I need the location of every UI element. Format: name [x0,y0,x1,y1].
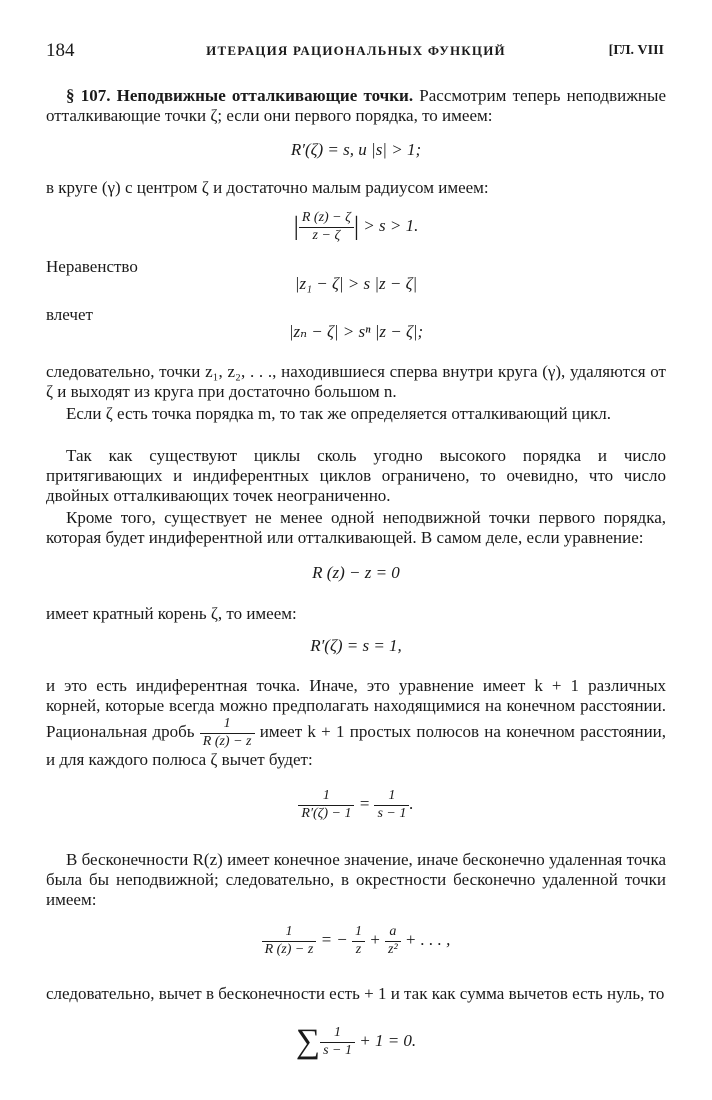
formula-residue-num: 1 [298,788,354,806]
section-intro: Рассмотрим теперь неподвижные отталкивающие точки ζ; если они первого порядка, то имеем: [46,86,667,126]
formula-sum-tail: + 1 = 0. [359,1030,417,1050]
paragraph-3: Так как существуют циклы сколь угодно высокого порядка и число притягивающих и индиферентных циклов ограничено, то очевидно, что число двойных отталкивающих точек неограниченно. [46,446,666,506]
formula-z1: |z₁ − ζ| > s |z − ζ| [294,274,418,293]
formula-zn: |zₙ − ζ| > sⁿ |z − ζ|; [288,322,424,341]
formula-expansion-plus: + [369,929,381,949]
formula-residue-num2: 1 [374,788,409,806]
formula-sum [0,1022,712,1062]
formula-expansion-t2den: z² [388,941,398,957]
formula-residue-den: R′(ζ) − 1 [301,805,352,821]
formula-residue-eq: = [358,793,371,813]
formula-expansion-eq: = − [320,929,348,949]
formula-sum-den: s − 1 [323,1042,352,1058]
formula-expansion-t2num: a [385,924,401,942]
formula-multiple-root: R′(ζ) = s = 1, [310,636,402,655]
formula-ratio-num: R (z) − ζ [299,210,354,228]
formula-expansion-t1num: 1 [352,924,365,942]
section-heading: § 107. Неподвижные отталкивающие точки. [66,86,414,105]
formula-expansion-den: R (z) − z [264,941,314,957]
text-implies: влечет [46,305,93,324]
text-circle: в круге (γ) с центром ζ и достаточно малым радиусом имеем: [46,178,489,197]
paragraph-8: следовательно, вычет в бесконечности есть + 1 и так как сумма вычетов есть нуль, то [46,984,665,1003]
running-title: ИТЕРАЦИЯ РАЦИОНАЛЬНЫХ ФУНКЦИЙ [206,43,506,58]
formula-expansion [0,924,712,958]
inline-fraction-num: 1 [200,716,255,734]
formula-residue: $\frac{1}{R'(\zeta) - 1}$ = $\frac{1}{s - 1}$ . [0,788,712,822]
formula-expansion-t1den: z [355,941,362,957]
paragraph-1: следовательно, точки z₁, z₂, . . ., находившиеся сперва внутри круга (γ), удаляются от ζ и выходят из круга при достаточно большом n. [46,362,666,402]
formula-expansion-tail: + . . . , [404,929,451,949]
formula-derivative: R′(ζ) = s, и |s| > 1; [290,140,422,159]
paragraph-7: В бесконечности R(z) имеет конечное значение, иначе бесконечно удаленная точка была бы неподвижной; следовательно, в окрестности бесконечно удаленной точки имеем: [46,850,666,910]
paragraph-6-c: имеет k + 1 простых полюсов на конечном расстоянии, и для каждого полюса ζ вычет будет: [46,722,667,770]
page-number: 184 [46,40,75,61]
section-intro-paragraph [46,86,666,126]
formula-expansion-num: 1 [262,924,317,942]
paragraph-6-a: и это есть индиферентная точка. Иначе, это уравнение имеет k + 1 различных корней, которые всегда можно предполагать находящимися на конечном расстоянии. Рациональная дробь [46,676,666,742]
chapter-label: [ГЛ. VIII [608,43,664,58]
formula-equation: R (z) − z = 0 [312,563,400,582]
formula-ratio: | $\frac{R (z) - \zeta}{z - \zeta}$ | > s > 1. [293,210,419,243]
formula-sum-num: 1 [320,1025,355,1043]
paragraph-2: Если ζ есть точка порядка m, то так же определяется отталкивающий цикл. [66,404,612,423]
formula-ratio-den: z − ζ [312,227,341,243]
formula-ratio-rest: > s > 1. [363,215,419,235]
paragraph-5: имеет кратный корень ζ, то имеем: [46,604,297,623]
sum-symbol: ∑ [295,1023,321,1060]
inline-fraction-den: R (z) − z [202,733,252,749]
formula-residue-den2: s − 1 [377,805,407,821]
paragraph-4: Кроме того, существует не менее одной неподвижной точки первого порядка, которая будет индиферентной или отталкивающей. В самом деле, если уравнение: [46,508,666,548]
text-inequality: Неравенство [46,257,138,276]
paragraph-6 [46,676,666,770]
inline-fraction [200,716,255,750]
